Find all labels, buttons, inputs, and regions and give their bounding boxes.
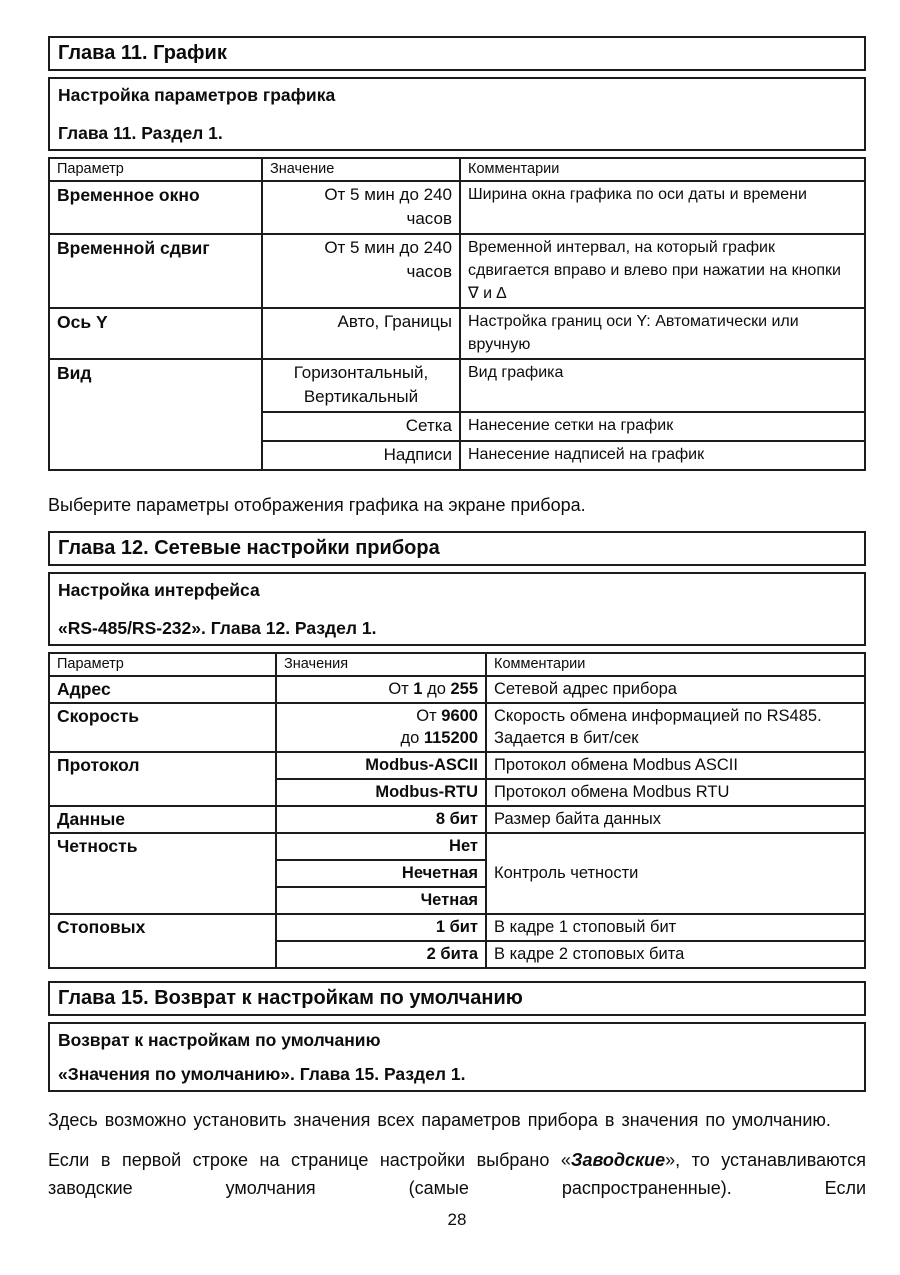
table-row <box>49 676 865 703</box>
graph-settings-table <box>48 157 866 471</box>
value-text: Четная <box>420 891 478 909</box>
value-cell: Сетка <box>262 412 460 441</box>
comment-cell: Нанесение сетки на график <box>460 412 865 441</box>
value-text: Modbus-RTU <box>375 783 478 801</box>
value-text: 2 бита <box>426 945 478 963</box>
section-subtitle: «RS-485/RS-232». Глава 12. Раздел 1. <box>58 618 377 638</box>
document-page <box>48 36 866 1230</box>
section-subtitle: «Значения по умолчанию». Глава 15. Раздел 1. <box>58 1064 466 1084</box>
value-line: часов <box>406 262 452 281</box>
chapter-12-heading: Глава 12. Сетевые настройки прибора <box>48 531 866 566</box>
value-cell: Авто, Границы <box>262 308 460 359</box>
value-cell <box>276 941 486 968</box>
factory-defaults-term: Заводские <box>570 1150 666 1170</box>
table-row <box>49 752 865 779</box>
value-line <box>284 705 478 727</box>
value-line: От 5 мин до 240 <box>324 185 452 204</box>
value-cell <box>276 806 486 833</box>
param-cell: Скорость <box>49 703 276 752</box>
comment-cell: Размер байта данных <box>486 806 865 833</box>
comment-cell: Протокол обмена Modbus RTU <box>486 779 865 806</box>
value-cell <box>276 914 486 941</box>
comment-cell: Скорость обмена информацией по RS485. Задается в бит/сек <box>486 703 865 752</box>
table-row <box>49 703 865 752</box>
comment-cell: Вид графика <box>460 359 865 412</box>
section-title: Настройка интерфейса <box>58 580 260 600</box>
section-title: Настройка параметров графика <box>58 85 336 105</box>
comment-cell: Нанесение надписей на график <box>460 441 865 470</box>
column-header-comment: Комментарии <box>460 158 865 181</box>
table-row <box>49 806 865 833</box>
comment-cell: Контроль четности <box>486 833 865 914</box>
value-line <box>284 727 478 749</box>
value-text: От <box>416 707 442 725</box>
comment-cell: В кадре 2 стоповых бита <box>486 941 865 968</box>
value-number: 115200 <box>423 729 478 747</box>
table-row <box>49 181 865 234</box>
comment-cell: В кадре 1 стоповый бит <box>486 914 865 941</box>
value-cell: Горизонтальный, Вертикальный <box>262 359 460 412</box>
value-cell <box>262 181 460 234</box>
column-header-comment: Комментарии <box>486 653 865 676</box>
param-cell: Четность <box>49 833 276 914</box>
chapter-11-section-box <box>48 77 866 151</box>
value-number: 255 <box>450 680 478 698</box>
value-number: 9600 <box>441 707 478 725</box>
column-header-param: Параметр <box>49 158 262 181</box>
value-text: до <box>400 729 424 747</box>
paragraph-factory-defaults <box>48 1146 866 1202</box>
comment-cell: Временной интервал, на который график сдвигается вправо и влево при нажатии на кнопки ∇ и ∆ <box>460 234 865 308</box>
table-header-row <box>49 158 865 181</box>
network-settings-table <box>48 652 866 969</box>
value-text: От <box>388 680 414 698</box>
section-subtitle: Глава 11. Раздел 1. <box>58 123 223 143</box>
value-cell <box>262 234 460 308</box>
table-row <box>49 914 865 941</box>
comment-cell: Ширина окна графика по оси даты и времени <box>460 181 865 234</box>
comment-cell: Настройка границ оси Y: Автоматически или вручную <box>460 308 865 359</box>
section-title: Возврат к настройкам по умолчанию <box>58 1030 381 1050</box>
paragraph-text: », то устанавливаются заводские умолчания (самые распространенные). Если <box>48 1150 866 1198</box>
value-cell <box>276 779 486 806</box>
param-cell: Вид <box>49 359 262 470</box>
param-cell: Адрес <box>49 676 276 703</box>
value-cell: Надписи <box>262 441 460 470</box>
value-text: Modbus-ASCII <box>365 756 478 774</box>
paragraph-text: Если в первой строке на странице настройки выбрано « <box>48 1150 571 1170</box>
table-header-row <box>49 653 865 676</box>
table-row <box>49 833 865 860</box>
table-row <box>49 308 865 359</box>
value-line: От 5 мин до 240 <box>324 238 452 257</box>
paragraph-graph-note: Выберите параметры отображения графика на экране прибора. <box>48 495 586 515</box>
comment-cell: Протокол обмена Modbus ASCII <box>486 752 865 779</box>
value-cell <box>276 833 486 860</box>
chapter-15-section-box <box>48 1022 866 1092</box>
column-header-values: Значения <box>276 653 486 676</box>
value-text: 8 бит <box>435 810 478 828</box>
table-row <box>49 359 865 412</box>
value-text: до <box>422 680 451 698</box>
param-cell: Ось Y <box>49 308 262 359</box>
value-number: 1 <box>413 680 423 698</box>
column-header-param: Параметр <box>49 653 276 676</box>
param-cell: Данные <box>49 806 276 833</box>
column-header-value: Значение <box>262 158 460 181</box>
value-cell <box>276 887 486 914</box>
value-text: Нечетная <box>401 864 478 882</box>
value-cell <box>276 752 486 779</box>
table-row <box>49 234 865 308</box>
value-text: Нет <box>449 837 478 855</box>
comment-cell: Сетевой адрес прибора <box>486 676 865 703</box>
chapter-15-heading: Глава 15. Возврат к настройкам по умолчанию <box>48 981 866 1016</box>
chapter-11-heading: Глава 11. График <box>48 36 866 71</box>
param-cell: Временное окно <box>49 181 262 234</box>
paragraph-defaults-intro: Здесь возможно установить значения всех параметров прибора в значения по умолчанию. <box>48 1110 831 1130</box>
value-text: 1 бит <box>435 918 478 936</box>
value-line: часов <box>406 209 452 228</box>
param-cell: Временной сдвиг <box>49 234 262 308</box>
value-cell <box>276 860 486 887</box>
value-cell <box>276 703 486 752</box>
value-cell <box>276 676 486 703</box>
page-number: 28 <box>447 1210 467 1229</box>
param-cell: Стоповых <box>49 914 276 968</box>
param-cell: Протокол <box>49 752 276 806</box>
chapter-12-section-box <box>48 572 866 646</box>
